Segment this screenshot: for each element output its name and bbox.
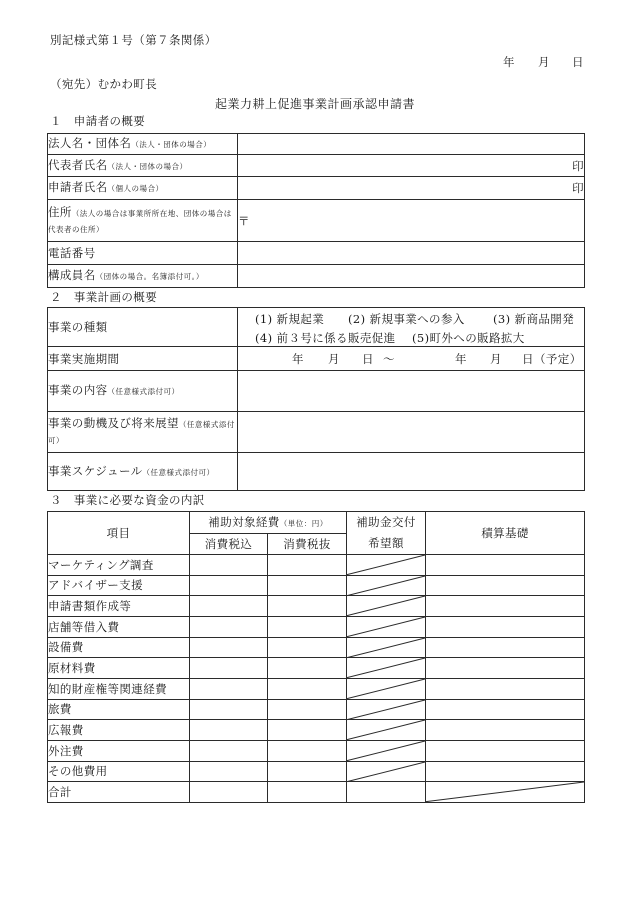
business-type-option: (4) 前３号に係る販売促進	[255, 331, 396, 345]
period-separator: ～	[383, 352, 395, 366]
tax-included-cell	[190, 596, 268, 617]
diagonal-strike-line	[347, 658, 425, 678]
form-number-caption: 別記様式第１号（第７条関係）	[50, 33, 217, 47]
table-row	[48, 265, 585, 288]
table-row	[48, 155, 585, 177]
corporate-name-label: 法人名・団体名	[48, 136, 132, 150]
business-type-option: (1) 新規起業	[255, 312, 325, 326]
calculation-basis-label: 積算基礎	[481, 526, 529, 540]
requested-amount-cell	[347, 637, 426, 658]
table-row	[48, 177, 585, 200]
business-content-note: （任意様式添付可）	[107, 387, 180, 396]
date-month-label: 月	[538, 55, 550, 69]
calculation-basis-column-header	[426, 512, 585, 555]
calculation-basis-cell	[426, 596, 585, 617]
eligible-cost-column-header	[190, 512, 347, 534]
seal-mark: 印	[572, 181, 584, 195]
table-row	[48, 616, 585, 637]
total-tax-excluded-cell	[268, 782, 347, 803]
diagonal-strike-line	[347, 576, 425, 596]
business-content-label: 事業の内容	[48, 383, 108, 397]
cost-item-label: 設備費	[48, 637, 190, 658]
calculation-basis-cell	[426, 761, 585, 782]
cost-item-label: 広報費	[48, 720, 190, 741]
business-content-label-cell	[48, 371, 238, 412]
calculation-basis-cell	[426, 658, 585, 679]
schedule-field	[238, 453, 585, 491]
period-label-cell	[48, 347, 238, 371]
calculation-basis-cell	[426, 575, 585, 596]
cost-item-label: 知的財産権等関連経費	[48, 678, 190, 699]
diagonal-strike-line	[347, 700, 425, 720]
addressee: （宛先）むかわ町長	[50, 77, 158, 91]
requested-amount-label-line2: 希望額	[368, 536, 404, 550]
total-calculation-basis-cell	[426, 782, 585, 803]
diagonal-strike-line	[347, 638, 425, 658]
address-note: （法人の場合は事業所所在地、団体の場合は代表者の住所）	[48, 208, 232, 234]
table-row	[48, 678, 585, 699]
tax-excluded-cell	[268, 740, 347, 761]
phone-label-cell	[48, 242, 238, 265]
representative-name-field	[238, 155, 585, 177]
business-type-label-cell	[48, 308, 238, 347]
section-3-heading: ３ 事業に必要な資金の内訳	[50, 493, 205, 507]
cost-item-label: 店舗等借入費	[48, 616, 190, 637]
cost-item-label: 原材料費	[48, 658, 190, 679]
tax-excluded-cell	[268, 720, 347, 741]
requested-amount-column-header	[347, 512, 426, 555]
total-requested-amount-cell	[347, 782, 426, 803]
calculation-basis-cell	[426, 699, 585, 720]
tax-excluded-cell	[268, 761, 347, 782]
calculation-basis-cell	[426, 616, 585, 637]
total-row	[48, 782, 585, 803]
address-label-cell	[48, 200, 238, 242]
table-row	[48, 242, 585, 265]
table-row	[48, 453, 585, 491]
table-row	[48, 308, 585, 347]
table-row	[48, 596, 585, 617]
requested-amount-cell	[347, 616, 426, 637]
tax-excluded-column-header	[268, 534, 347, 555]
period-start-day: 日	[362, 352, 374, 366]
motive-outlook-label: 事業の動機及び将来展望	[48, 416, 179, 430]
table-row	[48, 134, 585, 155]
period-field	[238, 347, 585, 371]
motive-outlook-field	[238, 412, 585, 453]
postal-mark: 〒	[238, 213, 250, 228]
calculation-basis-cell	[426, 555, 585, 576]
tax-included-cell	[190, 678, 268, 699]
period-end-month: 月	[490, 352, 502, 366]
table-row	[48, 575, 585, 596]
applicant-name-label-cell	[48, 177, 238, 200]
tax-excluded-cell	[268, 555, 347, 576]
schedule-label: 事業スケジュール	[48, 463, 143, 478]
tax-included-cell	[190, 740, 268, 761]
schedule-note: （任意様式添付可）	[142, 467, 215, 477]
table-row	[48, 637, 585, 658]
requested-amount-cell	[347, 740, 426, 761]
date-year-label: 年	[503, 55, 515, 69]
diagonal-strike-line	[347, 741, 425, 761]
diagonal-strike-line	[347, 555, 425, 575]
members-note: （団体の場合。名簿添付可。）	[95, 272, 204, 281]
business-plan-table	[47, 307, 585, 491]
cost-item-label: アドバイザー支援	[48, 575, 190, 596]
table-row	[48, 347, 585, 371]
representative-name-label-cell	[48, 155, 238, 177]
section-2-heading: ２ 事業計画の概要	[50, 290, 158, 304]
tax-excluded-cell	[268, 616, 347, 637]
table-row	[48, 658, 585, 679]
table-row	[48, 555, 585, 576]
table-row	[48, 740, 585, 761]
applicant-name-label: 申請者氏名	[48, 180, 108, 194]
tax-included-cell	[190, 555, 268, 576]
requested-amount-cell	[347, 555, 426, 576]
tax-included-cell	[190, 699, 268, 720]
applicant-name-field	[238, 177, 585, 200]
seal-mark: 印	[572, 158, 584, 173]
applicant-overview-table	[47, 133, 585, 288]
business-type-option: (5)町外への販路拡大	[412, 331, 525, 345]
calculation-basis-cell	[426, 637, 585, 658]
diagonal-strike-line	[347, 720, 425, 740]
members-field	[238, 265, 585, 288]
diagonal-strike-line	[347, 596, 425, 616]
tax-included-cell	[190, 658, 268, 679]
applicant-name-note: （個人の場合）	[107, 184, 164, 193]
calculation-basis-cell	[426, 678, 585, 699]
requested-amount-cell	[347, 678, 426, 699]
cost-item-label: 旅費	[48, 699, 190, 720]
tax-excluded-cell	[268, 658, 347, 679]
corporate-name-label-cell	[48, 134, 238, 155]
period-label: 事業実施期間	[48, 351, 120, 366]
business-type-options-cell	[238, 308, 585, 347]
requested-amount-cell	[347, 596, 426, 617]
requested-amount-label-line1: 補助金交付	[356, 515, 416, 529]
calculation-basis-cell	[426, 740, 585, 761]
tax-included-cell	[190, 761, 268, 782]
phone-label: 電話番号	[48, 246, 96, 260]
tax-included-cell	[190, 720, 268, 741]
requested-amount-cell	[347, 658, 426, 679]
tax-excluded-cell	[268, 637, 347, 658]
requested-amount-cell	[347, 575, 426, 596]
period-end-year: 年	[455, 352, 467, 366]
section-1-heading: １ 申請者の概要	[50, 114, 146, 128]
period-end-day: 日	[522, 352, 534, 366]
tax-included-label: 消費税込	[204, 537, 253, 551]
period-start-year: 年	[292, 352, 304, 366]
requested-amount-cell	[347, 720, 426, 741]
representative-name-note: （法人・団体の場合）	[107, 161, 188, 171]
table-row	[48, 699, 585, 720]
cost-item-label: マーケティング調査	[48, 555, 190, 576]
item-column-label: 項目	[106, 526, 131, 540]
address-label: 住所	[48, 204, 72, 219]
total-label: 合計	[48, 782, 190, 803]
tax-excluded-cell	[268, 575, 347, 596]
tax-included-cell	[190, 637, 268, 658]
business-type-option: (2) 新規事業への参入	[348, 312, 465, 326]
tax-included-cell	[190, 575, 268, 596]
motive-outlook-label-cell	[48, 412, 238, 453]
diagonal-strike-line	[347, 762, 425, 782]
members-label-cell	[48, 265, 238, 288]
cost-item-label: 外注費	[48, 740, 190, 761]
corporate-name-note: （法人・団体の場合）	[131, 140, 212, 149]
corporate-name-field	[238, 134, 585, 155]
eligible-cost-label: 補助対象経費	[208, 514, 280, 529]
members-label: 構成員名	[48, 268, 96, 282]
table-row	[48, 200, 585, 242]
funding-breakdown-table	[47, 511, 585, 803]
total-tax-included-cell	[190, 782, 268, 803]
document-title: 起業力耕上促進事業計画承認申請書	[214, 97, 415, 111]
table-row	[48, 412, 585, 453]
diagonal-strike-line	[426, 782, 584, 802]
business-type-option: (3) 新商品開発	[493, 312, 575, 326]
business-type-label: 事業の種類	[48, 320, 108, 334]
tax-excluded-label: 消費税抜	[283, 537, 331, 551]
representative-name-label: 代表者氏名	[48, 157, 108, 172]
table-row	[48, 761, 585, 782]
table-header-row	[48, 512, 585, 534]
calculation-basis-cell	[426, 720, 585, 741]
diagonal-strike-line	[347, 679, 425, 699]
tax-excluded-cell	[268, 596, 347, 617]
tax-excluded-cell	[268, 678, 347, 699]
tax-excluded-cell	[268, 699, 347, 720]
table-row	[48, 720, 585, 741]
requested-amount-cell	[347, 761, 426, 782]
requested-amount-cell	[347, 699, 426, 720]
period-start-month: 月	[328, 352, 340, 366]
item-column-header	[48, 512, 190, 555]
eligible-cost-unit: （単位：円）	[279, 518, 328, 528]
motive-outlook-note: （任意様式添付可）	[48, 420, 235, 445]
cost-item-label: 申請書類作成等	[48, 596, 190, 617]
address-field	[238, 200, 585, 242]
diagonal-strike-line	[347, 617, 425, 637]
tax-included-column-header	[190, 534, 268, 555]
period-planned-note: （予定）	[534, 352, 582, 366]
cost-item-label: その他費用	[48, 761, 190, 782]
table-row	[48, 371, 585, 412]
business-content-field	[238, 371, 585, 412]
date-day-label: 日	[572, 55, 584, 69]
tax-included-cell	[190, 616, 268, 637]
schedule-label-cell	[48, 453, 238, 491]
phone-field	[238, 242, 585, 265]
